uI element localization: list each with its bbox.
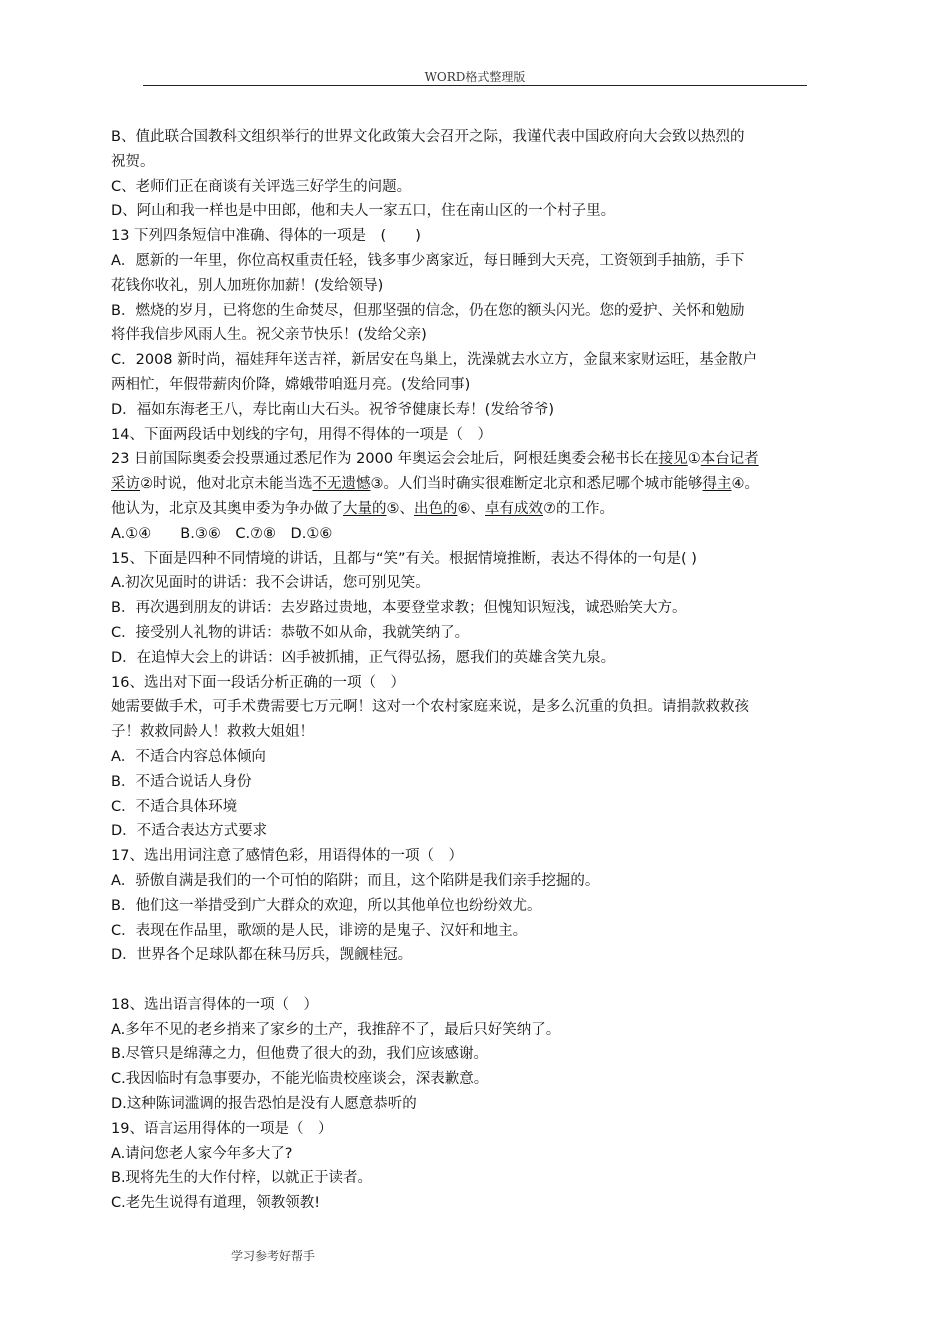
underlined-phrase: 卓有成效: [485, 500, 543, 517]
q14-passage-line-3: [111, 497, 863, 522]
underlined-phrase: 采访: [111, 476, 140, 493]
question-18-heading: 18、选出语言得体的一项（ ）: [111, 996, 318, 1013]
text-line: C.老先生说得有道理，领教领教!: [111, 1195, 321, 1212]
text-line: 她需要做手术，可手术费需要七万元啊！这对一个农村家庭来说，是多么沉重的负担。请捐款救救孩: [111, 699, 749, 716]
q14-passage-line-1: [111, 447, 863, 472]
text-line: D．在追悼大会上的讲话：凶手被抓捕，正气得弘扬，愿我们的英雄含笑九泉。: [111, 649, 616, 666]
text-line: A．愿新的一年里，你位高权重责任轻，钱多事少离家近，每日睡到大天亮，工资领到手抽筋，手下: [111, 252, 745, 269]
question-19-heading: 19、语言运用得体的一项是（ ）: [111, 1120, 333, 1137]
blank-line: [111, 968, 863, 993]
text-line: D．世界各个足球队都在秣马厉兵，觊觎桂冠。: [111, 947, 413, 964]
underlined-phrase: 得主: [702, 476, 732, 493]
text-line: A.初次见面时的讲话：我不会讲话，您可别见笑。: [111, 575, 430, 592]
text-line: C、老师们正在商谈有关评选三好学生的问题。: [111, 178, 412, 195]
passage-text: ⑦的工作。: [543, 500, 614, 517]
q14-passage-line-2: [111, 472, 863, 497]
page-header-title: WORD格式整理版: [424, 70, 526, 84]
text-line: A.请问您老人家今年多大了?: [111, 1145, 293, 1162]
document-body: [111, 125, 863, 1216]
text-line: B．他们这一举措受到广大群众的欢迎，所以其他单位也纷纷效尤。: [111, 897, 542, 914]
text-line: D.这种陈词滥调的报告恐怕是没有人愿意恭听的: [111, 1096, 417, 1113]
text-line: B.现将先生的大作付梓，以就正于读者。: [111, 1170, 373, 1187]
underlined-phrase: 出色的: [414, 500, 458, 517]
question-14-heading: 14、下面两段话中划线的字句，用得不得体的一项是（ ）: [111, 426, 492, 443]
passage-text: 23 日前国际奥委会投票通过悉尼作为 2000 年奥运会会址后，阿根廷奥委会秘书长在: [111, 451, 659, 468]
text-line: D、阿山和我一样也是中田郎，他和夫人一家五口，住在南山区的一个村子里。: [111, 203, 616, 220]
text-line: C.我因临时有急事要办，不能光临贵校座谈会，深表歉意。: [111, 1071, 489, 1088]
text-line: C．2008 新时尚，福娃拜年送吉祥，新居安在鸟巢上，洗澡就去水立方，金鼠来家财运旺，基金散户: [111, 352, 758, 369]
text-line: A．骄傲自满是我们的一个可怕的陷阱；而且，这个陷阱是我们亲手挖掘的。: [111, 872, 600, 889]
passage-text: 他认为，北京及其奥申委为争办做了: [111, 500, 343, 517]
text-line: 祝贺。: [111, 153, 155, 170]
text-line: B、值此联合国教科文组织举行的世界文化政策大会召开之际，我谨代表中国政府向大会致以热烈的: [111, 129, 745, 145]
question-15-heading: 15、下面是四种不同情境的讲话，且都与“笑”有关。根据情境推断，表达不得体的一句是( ): [111, 550, 697, 567]
header-divider: [143, 85, 807, 86]
text-line: 两相忙，年假带薪肉价降，嫦娥带咱逛月亮。(发给同事): [111, 376, 471, 393]
underlined-phrase: 大量的: [343, 500, 387, 517]
text-line: B．再次遇到朋友的讲话：去岁路过贵地，本要登堂求教；但愧知识短浅，诚恐贻笑大方。: [111, 600, 687, 617]
question-13-heading: 13 下列四条短信中准确、得体的一项是 ( ): [111, 228, 421, 245]
text-line: C．不适合具体环境: [111, 798, 238, 815]
text-line: 子！救救同龄人！救救大姐姐！: [111, 724, 314, 741]
text-line: B.尽管只是绵薄之力，但他费了很大的劲，我们应该感谢。: [111, 1046, 489, 1063]
text-line: D．不适合表达方式要求: [111, 823, 268, 840]
underlined-phrase: 本台记者: [700, 451, 759, 468]
passage-text: ⑥、: [457, 500, 485, 517]
passage-text: ⑤、: [386, 500, 414, 517]
text-line: A.多年不见的老乡捎来了家乡的土产，我推辞不了，最后只好笑纳了。: [111, 1021, 561, 1038]
passage-text: ③。人们当时确实很难断定北京和悉尼哪个城市能够: [370, 476, 703, 493]
text-line: C．接受别人礼物的讲话：恭敬不如从命，我就笑纳了。: [111, 624, 470, 641]
text-line: C．表现在作品里，歌颂的是人民，诽谤的是鬼子、汉奸和地主。: [111, 922, 528, 939]
passage-text: ②时说，他对北京未能当选: [140, 476, 313, 493]
underlined-phrase: 不无遗憾: [312, 476, 371, 493]
question-17-heading: 17、选出用词注意了感情色彩，用语得体的一项（ ）: [111, 848, 463, 865]
text-line: B．燃烧的岁月，已将您的生命焚尽，但那坚强的信念，仍在您的额头闪光。您的爱护、关怀和勉励: [111, 302, 745, 319]
text-line: 将伴我信步风雨人生。祝父亲节快乐！(发给父亲): [111, 327, 427, 344]
passage-text: ①: [687, 451, 701, 468]
question-16-heading: 16、选出对下面一段话分析正确的一项（ ）: [111, 674, 405, 691]
text-line: 花钱你收礼，别人加班你加薪！(发给领导): [111, 277, 384, 294]
q14-options: A.①④ B.③⑥ C.⑦⑧ D.①⑥: [111, 525, 333, 542]
page-footer-text: 学习参考好帮手: [231, 1249, 316, 1263]
text-line: D．福如东海老王八，寿比南山大石头。祝爷爷健康长寿！(发给爷爷): [111, 401, 554, 418]
underlined-phrase: 接见: [658, 451, 688, 468]
text-line: B．不适合说话人身份: [111, 773, 252, 790]
passage-text: ④。: [731, 476, 759, 493]
text-line: A．不适合内容总体倾向: [111, 748, 266, 765]
